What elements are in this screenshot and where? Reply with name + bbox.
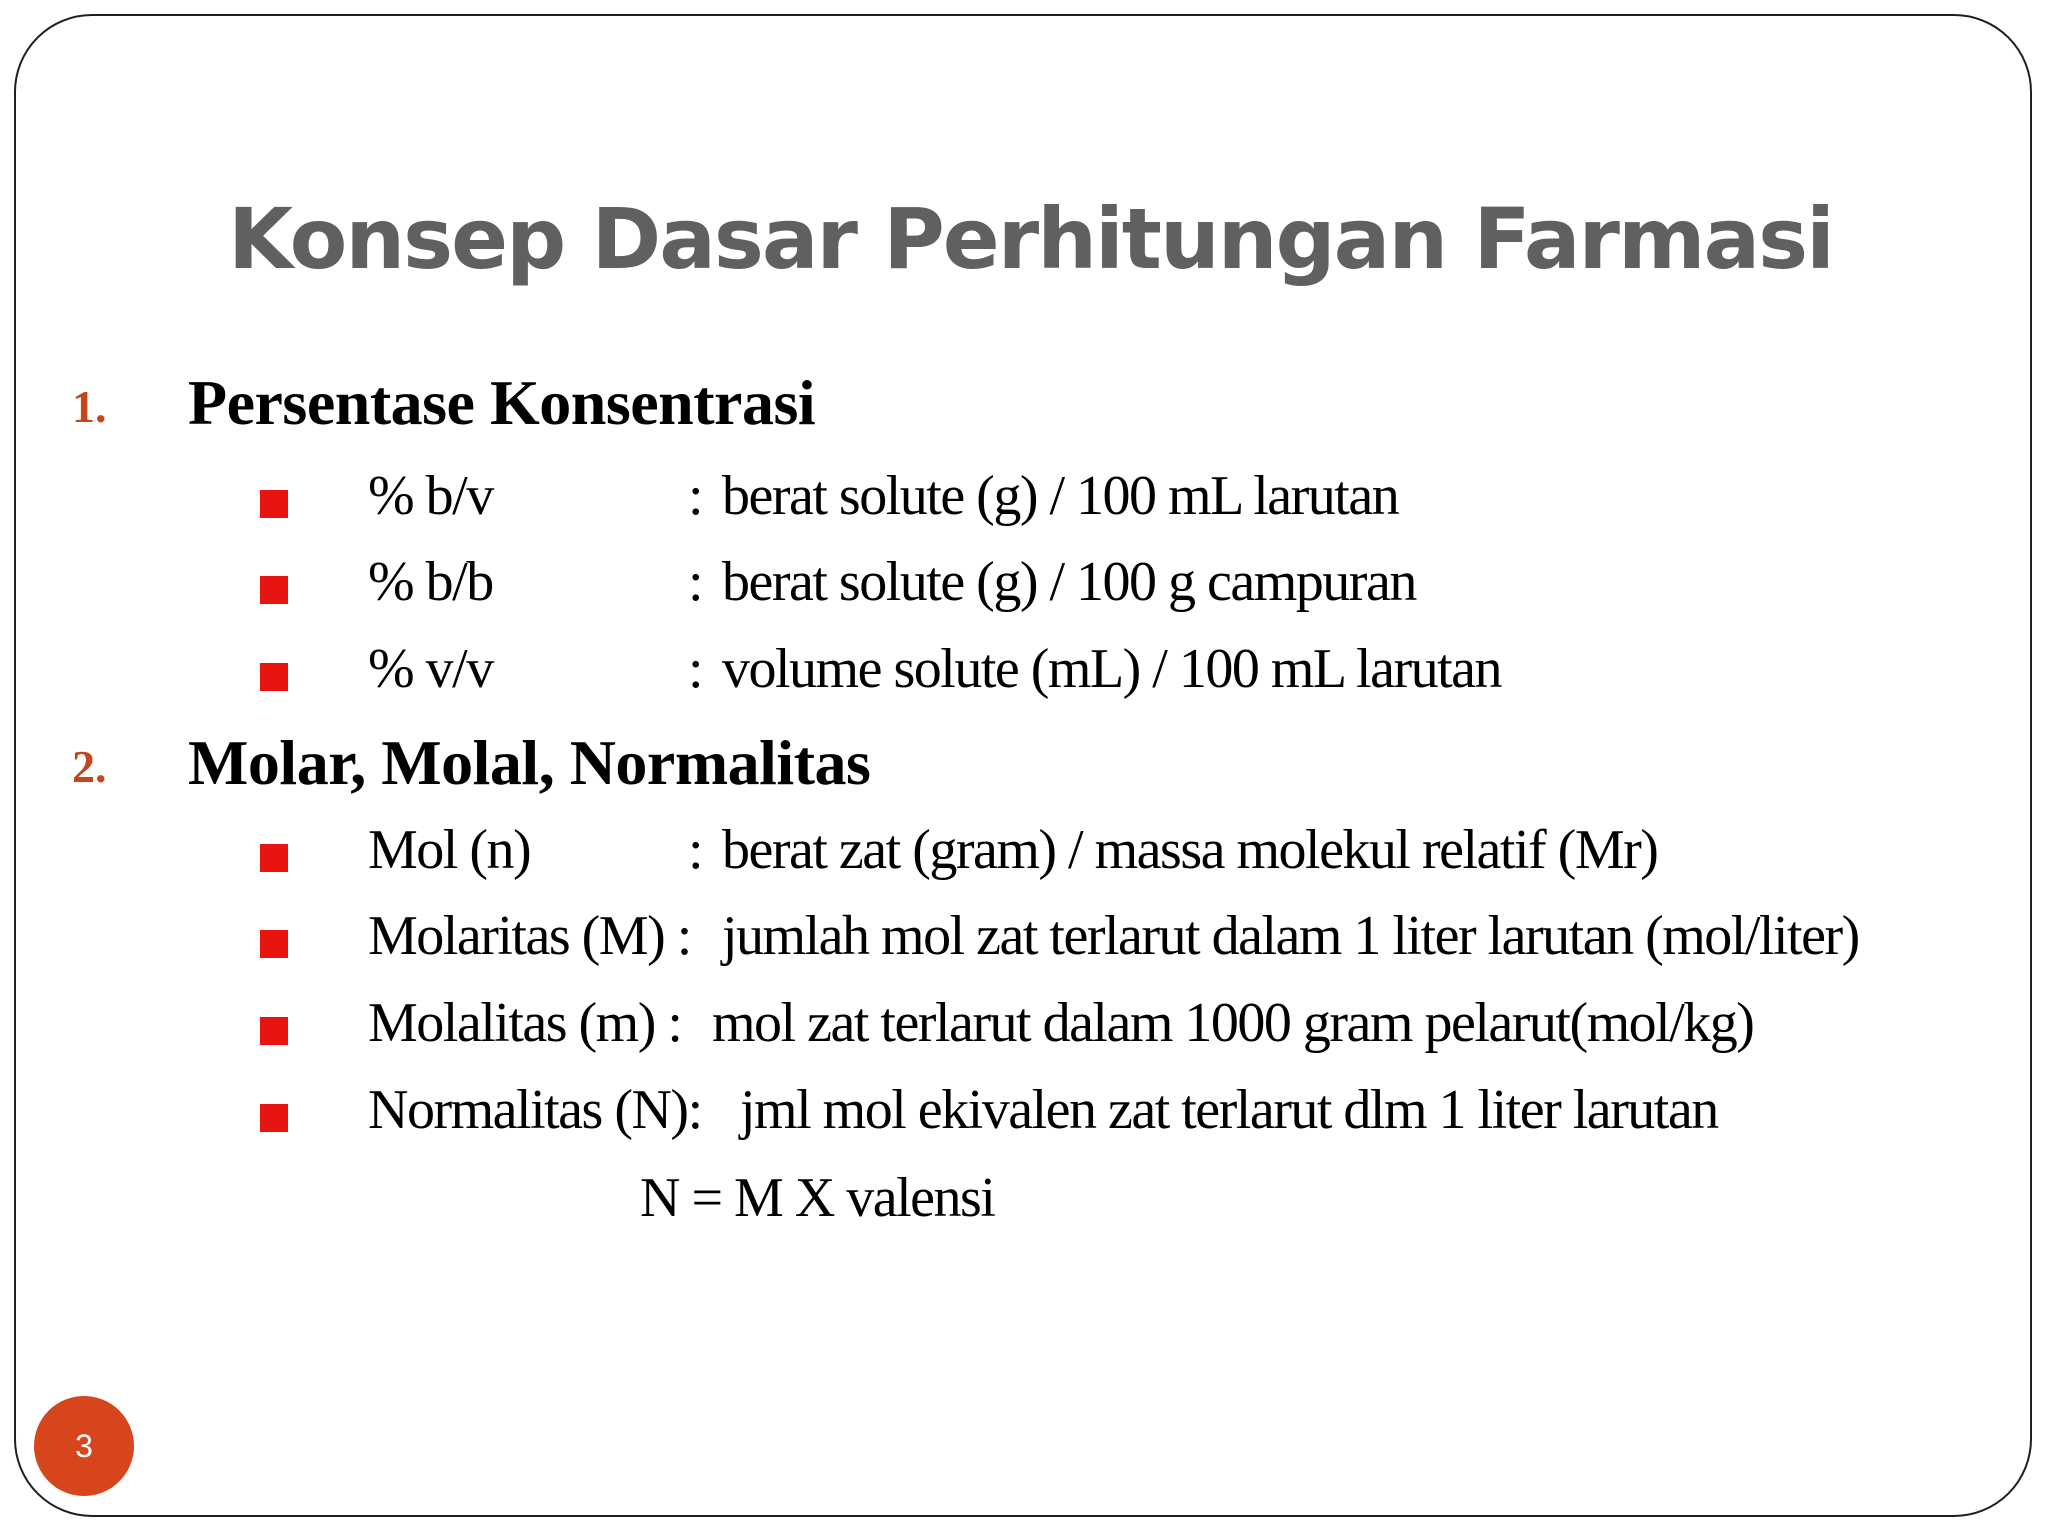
item-term: Normalitas (N): <box>368 1079 702 1141</box>
section-number-2: 2. <box>72 741 107 792</box>
item-term: % b/v <box>368 465 493 527</box>
slide-title: Konsep Dasar Perhitungan Farmasi <box>228 190 1833 288</box>
item-term: % v/v <box>368 638 493 700</box>
normality-formula: N = M X valensi <box>640 1167 995 1229</box>
item-separator: : <box>688 465 703 527</box>
section-number-1: 1. <box>72 381 107 432</box>
section-title-2: Molar, Molal, Normalitas <box>188 727 871 798</box>
item-separator: : <box>688 551 703 613</box>
item-term: % b/b <box>368 551 493 613</box>
square-bullet-icon <box>260 1104 288 1132</box>
square-bullet-icon <box>260 490 288 518</box>
item-definition: mol zat terlarut dalam 1000 gram pelarut(mol/kg) <box>712 992 1754 1054</box>
item-term: Mol (n) <box>368 819 531 881</box>
square-bullet-icon <box>260 576 288 604</box>
section-title-1: Persentase Konsentrasi <box>188 367 816 438</box>
square-bullet-icon <box>260 930 288 958</box>
item-definition: berat solute (g) / 100 mL larutan <box>722 465 1399 527</box>
item-definition: jml mol ekivalen zat terlarut dlm 1 liter larutan <box>740 1079 1718 1141</box>
item-definition: berat solute (g) / 100 g campuran <box>722 551 1416 613</box>
item-separator: : <box>688 819 703 881</box>
square-bullet-icon <box>260 844 288 872</box>
item-separator: : <box>688 638 703 700</box>
square-bullet-icon <box>260 1017 288 1045</box>
square-bullet-icon <box>260 663 288 691</box>
item-definition: jumlah mol zat terlarut dalam 1 liter larutan (mol/liter) <box>722 905 1859 967</box>
item-term: Molaritas (M) : <box>368 905 691 967</box>
page-number-badge: 3 <box>34 1396 134 1496</box>
item-term: Molalitas (m) : <box>368 992 682 1054</box>
item-definition: berat zat (gram) / massa molekul relatif (Mr) <box>722 819 1658 881</box>
item-definition: volume solute (mL) / 100 mL larutan <box>722 638 1502 700</box>
